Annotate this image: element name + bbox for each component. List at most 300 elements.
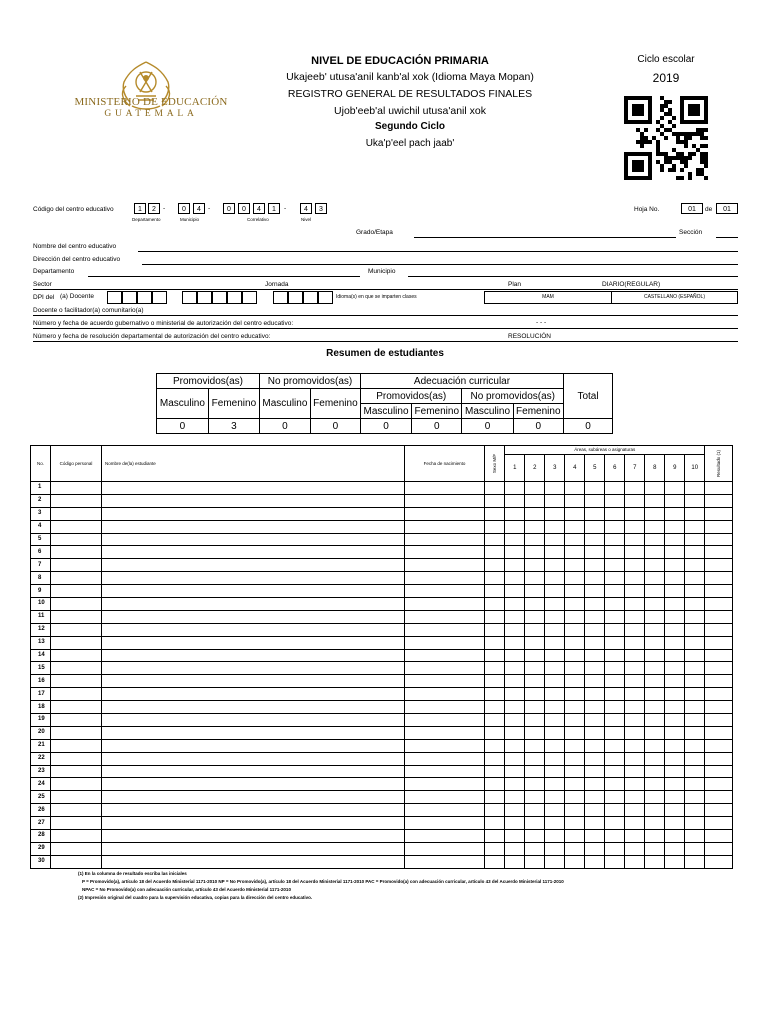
grid-cell[interactable] [585,791,605,804]
grid-cell[interactable] [545,701,565,714]
grid-cell[interactable] [51,559,102,572]
grid-cell[interactable] [545,585,565,598]
grid-cell[interactable] [102,675,405,688]
grid-cell[interactable] [665,572,685,585]
grid-cell[interactable] [665,765,685,778]
grid-cell[interactable] [585,598,605,611]
grid-cell[interactable] [485,494,505,507]
grid-cell[interactable] [102,817,405,830]
grid-cell[interactable] [625,804,645,817]
grid-cell[interactable] [51,520,102,533]
grid-cell[interactable] [645,675,665,688]
grid-cell[interactable] [625,842,645,855]
grid-cell[interactable] [525,855,545,868]
grid-cell[interactable] [685,817,705,830]
grid-cell[interactable] [665,791,685,804]
grid-cell[interactable] [545,855,565,868]
grid-cell[interactable] [665,636,685,649]
grid-cell[interactable] [605,688,625,701]
grid-cell[interactable] [665,817,685,830]
grid-cell[interactable] [645,765,665,778]
grid-cell[interactable] [565,675,585,688]
grid-cell[interactable] [485,739,505,752]
grid-cell[interactable] [665,778,685,791]
grid-cell[interactable] [585,675,605,688]
grid-cell[interactable] [51,546,102,559]
grid-cell[interactable] [51,855,102,868]
grid-cell[interactable] [625,701,645,714]
grid-cell[interactable] [565,520,585,533]
grid-cell[interactable] [625,494,645,507]
grid-cell[interactable] [625,791,645,804]
grid-cell[interactable] [685,482,705,495]
grid-cell[interactable] [405,778,485,791]
grid-cell[interactable] [625,546,645,559]
grid-cell[interactable] [525,533,545,546]
grid-cell[interactable] [545,623,565,636]
grid-cell[interactable] [565,482,585,495]
grid-cell[interactable] [665,507,685,520]
grid-cell[interactable] [665,855,685,868]
grid-cell[interactable] [585,649,605,662]
grid-cell[interactable] [625,623,645,636]
grid-cell[interactable] [585,752,605,765]
grid-cell[interactable] [505,623,525,636]
grid-cell[interactable] [102,636,405,649]
grid-cell[interactable] [605,791,625,804]
grid-cell[interactable] [585,726,605,739]
grid-cell[interactable] [605,649,625,662]
grid-cell[interactable] [525,610,545,623]
grid-cell[interactable] [645,636,665,649]
grid-cell[interactable] [525,623,545,636]
grid-cell[interactable] [645,598,665,611]
grid-cell[interactable] [645,817,665,830]
grid-cell[interactable] [605,726,625,739]
grid-cell[interactable] [625,830,645,843]
grid-cell[interactable] [102,533,405,546]
grid-cell[interactable] [405,559,485,572]
grid-cell[interactable] [485,662,505,675]
grid-cell[interactable] [625,598,645,611]
grid-cell[interactable] [51,636,102,649]
grid-cell[interactable] [102,804,405,817]
grid-cell[interactable] [565,559,585,572]
grid-cell[interactable] [405,507,485,520]
grid-cell[interactable] [705,726,733,739]
grid-cell[interactable] [525,662,545,675]
grid-cell[interactable] [405,623,485,636]
dpi-digit-box[interactable] [137,291,152,304]
grid-cell[interactable] [605,610,625,623]
grid-cell[interactable] [485,842,505,855]
grid-cell[interactable] [545,636,565,649]
grid-cell[interactable] [705,662,733,675]
grid-cell[interactable] [485,636,505,649]
grid-cell[interactable] [545,610,565,623]
grid-cell[interactable] [525,520,545,533]
grid-cell[interactable] [102,688,405,701]
grid-cell[interactable] [565,804,585,817]
grid-cell[interactable] [685,830,705,843]
grid-cell[interactable] [485,623,505,636]
grid-cell[interactable] [565,739,585,752]
grid-cell[interactable] [51,572,102,585]
school-name-field[interactable] [138,251,738,252]
grid-cell[interactable] [645,688,665,701]
grid-cell[interactable] [705,855,733,868]
dpi-digit-box[interactable] [107,291,122,304]
grid-cell[interactable] [505,520,525,533]
grid-cell[interactable] [51,610,102,623]
grid-cell[interactable] [485,507,505,520]
grid-cell[interactable] [685,559,705,572]
grid-cell[interactable] [605,623,625,636]
dpi-digit-box[interactable] [273,291,288,304]
grid-cell[interactable] [705,675,733,688]
grid-cell[interactable] [102,842,405,855]
grid-cell[interactable] [585,765,605,778]
grid-cell[interactable] [565,572,585,585]
grid-cell[interactable] [645,520,665,533]
grid-cell[interactable] [525,585,545,598]
grid-cell[interactable] [102,507,405,520]
grid-cell[interactable] [505,675,525,688]
grid-cell[interactable] [505,572,525,585]
grid-cell[interactable] [685,855,705,868]
grid-cell[interactable] [545,572,565,585]
grid-cell[interactable] [51,842,102,855]
grid-cell[interactable] [705,688,733,701]
grid-cell[interactable] [685,585,705,598]
grid-cell[interactable] [51,778,102,791]
grid-cell[interactable] [605,482,625,495]
grid-cell[interactable] [585,482,605,495]
grid-cell[interactable] [605,494,625,507]
grid-cell[interactable] [625,585,645,598]
grid-cell[interactable] [51,662,102,675]
grid-cell[interactable] [665,482,685,495]
grid-cell[interactable] [705,791,733,804]
grid-cell[interactable] [685,752,705,765]
grid-cell[interactable] [405,791,485,804]
grid-cell[interactable] [665,714,685,727]
grid-cell[interactable] [625,520,645,533]
grid-cell[interactable] [585,855,605,868]
grid-cell[interactable] [485,765,505,778]
grid-cell[interactable] [565,778,585,791]
grid-cell[interactable] [51,765,102,778]
dpi-digit-box[interactable] [122,291,137,304]
grid-cell[interactable] [665,830,685,843]
grid-cell[interactable] [665,842,685,855]
grid-cell[interactable] [605,804,625,817]
grid-cell[interactable] [102,649,405,662]
grid-cell[interactable] [51,804,102,817]
grid-cell[interactable] [51,675,102,688]
grid-cell[interactable] [505,701,525,714]
grid-cell[interactable] [565,546,585,559]
grid-cell[interactable] [605,817,625,830]
grid-cell[interactable] [685,778,705,791]
grid-cell[interactable] [685,598,705,611]
grid-cell[interactable] [605,778,625,791]
grid-cell[interactable] [505,585,525,598]
grid-cell[interactable] [102,572,405,585]
grid-cell[interactable] [705,752,733,765]
sheet-number[interactable]: 01 [681,203,703,214]
grid-cell[interactable] [605,714,625,727]
grid-cell[interactable] [645,507,665,520]
grid-cell[interactable] [405,533,485,546]
grid-cell[interactable] [625,533,645,546]
grid-cell[interactable] [51,688,102,701]
grid-cell[interactable] [405,662,485,675]
grid-cell[interactable] [665,623,685,636]
grid-cell[interactable] [645,830,665,843]
grid-cell[interactable] [505,507,525,520]
grid-cell[interactable] [51,752,102,765]
grid-cell[interactable] [545,842,565,855]
grid-cell[interactable] [685,675,705,688]
grid-cell[interactable] [565,533,585,546]
grid-cell[interactable] [405,739,485,752]
grid-cell[interactable] [51,494,102,507]
grid-cell[interactable] [585,830,605,843]
grid-cell[interactable] [585,572,605,585]
grid-cell[interactable] [605,520,625,533]
grid-cell[interactable] [102,726,405,739]
grid-cell[interactable] [625,662,645,675]
dpi-digit-box[interactable] [212,291,227,304]
grid-cell[interactable] [625,688,645,701]
grid-cell[interactable] [102,520,405,533]
grid-cell[interactable] [102,739,405,752]
grid-cell[interactable] [102,830,405,843]
grid-cell[interactable] [565,598,585,611]
grid-cell[interactable] [405,714,485,727]
grid-cell[interactable] [705,598,733,611]
grid-cell[interactable] [505,714,525,727]
grid-cell[interactable] [585,520,605,533]
grid-cell[interactable] [485,688,505,701]
grid-cell[interactable] [505,778,525,791]
grid-cell[interactable] [485,546,505,559]
grid-cell[interactable] [625,855,645,868]
grid-cell[interactable] [51,817,102,830]
grid-cell[interactable] [505,636,525,649]
grid-cell[interactable] [625,572,645,585]
grid-cell[interactable] [645,752,665,765]
grid-cell[interactable] [625,714,645,727]
grid-cell[interactable] [51,598,102,611]
grid-cell[interactable] [705,714,733,727]
grid-cell[interactable] [665,546,685,559]
grid-cell[interactable] [485,714,505,727]
dpi-digit-box[interactable] [303,291,318,304]
grid-cell[interactable] [605,701,625,714]
grid-cell[interactable] [51,482,102,495]
grid-cell[interactable] [665,585,685,598]
grid-cell[interactable] [625,726,645,739]
grid-cell[interactable] [545,817,565,830]
grid-cell[interactable] [605,765,625,778]
grid-cell[interactable] [625,752,645,765]
grid-cell[interactable] [545,830,565,843]
grid-cell[interactable] [705,804,733,817]
grid-cell[interactable] [645,662,665,675]
grid-cell[interactable] [102,598,405,611]
grid-cell[interactable] [705,507,733,520]
grid-cell[interactable] [505,482,525,495]
grid-cell[interactable] [685,520,705,533]
grid-cell[interactable] [545,546,565,559]
grid-cell[interactable] [405,482,485,495]
grid-cell[interactable] [505,649,525,662]
grid-cell[interactable] [485,726,505,739]
grid-cell[interactable] [605,636,625,649]
grid-cell[interactable] [525,675,545,688]
grid-cell[interactable] [625,739,645,752]
grid-cell[interactable] [525,572,545,585]
grid-cell[interactable] [585,623,605,636]
grid-cell[interactable] [665,662,685,675]
grid-cell[interactable] [565,842,585,855]
grid-cell[interactable] [685,610,705,623]
grid-cell[interactable] [102,494,405,507]
grid-cell[interactable] [545,675,565,688]
grid-cell[interactable] [645,533,665,546]
section-field[interactable] [716,237,738,238]
grid-cell[interactable] [705,482,733,495]
dpi-digit-box[interactable] [182,291,197,304]
grid-cell[interactable] [525,739,545,752]
grid-cell[interactable] [485,752,505,765]
grid-cell[interactable] [102,559,405,572]
grid-cell[interactable] [545,559,565,572]
grid-cell[interactable] [545,649,565,662]
grid-cell[interactable] [405,598,485,611]
grid-cell[interactable] [645,778,665,791]
grid-cell[interactable] [505,804,525,817]
grid-cell[interactable] [102,752,405,765]
grid-cell[interactable] [102,623,405,636]
grid-cell[interactable] [405,804,485,817]
grid-cell[interactable] [525,842,545,855]
grid-cell[interactable] [705,778,733,791]
grid-cell[interactable] [545,778,565,791]
grid-cell[interactable] [51,507,102,520]
grid-cell[interactable] [505,855,525,868]
grid-cell[interactable] [685,701,705,714]
grid-cell[interactable] [685,662,705,675]
grid-cell[interactable] [585,494,605,507]
grid-cell[interactable] [665,533,685,546]
grid-cell[interactable] [685,546,705,559]
grid-cell[interactable] [685,765,705,778]
grid-cell[interactable] [605,598,625,611]
grid-cell[interactable] [705,739,733,752]
grid-cell[interactable] [565,610,585,623]
grid-cell[interactable] [705,494,733,507]
grid-cell[interactable] [525,482,545,495]
grid-cell[interactable] [585,662,605,675]
grid-cell[interactable] [665,701,685,714]
grid-cell[interactable] [705,585,733,598]
grid-cell[interactable] [102,662,405,675]
grid-cell[interactable] [485,701,505,714]
grid-cell[interactable] [585,778,605,791]
grid-cell[interactable] [545,752,565,765]
grid-cell[interactable] [565,714,585,727]
grid-cell[interactable] [605,572,625,585]
grid-cell[interactable] [645,482,665,495]
grid-cell[interactable] [525,649,545,662]
grid-cell[interactable] [405,572,485,585]
grid-cell[interactable] [705,649,733,662]
grid-cell[interactable] [485,649,505,662]
grid-cell[interactable] [605,507,625,520]
dpi-digit-box[interactable] [288,291,303,304]
grid-cell[interactable] [665,559,685,572]
grid-cell[interactable] [525,598,545,611]
grid-cell[interactable] [485,855,505,868]
grid-cell[interactable] [665,494,685,507]
grid-cell[interactable] [485,572,505,585]
grid-cell[interactable] [605,662,625,675]
grid-cell[interactable] [405,765,485,778]
grid-cell[interactable] [665,688,685,701]
grid-cell[interactable] [405,830,485,843]
grid-cell[interactable] [665,520,685,533]
grid-cell[interactable] [525,804,545,817]
grid-cell[interactable] [685,507,705,520]
grid-cell[interactable] [525,830,545,843]
sheet-total[interactable]: 01 [716,203,738,214]
grid-cell[interactable] [645,714,665,727]
grid-cell[interactable] [405,726,485,739]
grid-cell[interactable] [685,791,705,804]
grid-cell[interactable] [585,701,605,714]
grid-cell[interactable] [705,817,733,830]
grid-cell[interactable] [665,610,685,623]
grid-cell[interactable] [102,765,405,778]
grid-cell[interactable] [585,636,605,649]
grid-cell[interactable] [405,494,485,507]
grid-cell[interactable] [545,765,565,778]
grid-cell[interactable] [705,610,733,623]
grid-cell[interactable] [705,533,733,546]
grid-cell[interactable] [685,636,705,649]
grid-cell[interactable] [665,649,685,662]
grid-cell[interactable] [505,726,525,739]
grid-cell[interactable] [625,507,645,520]
grid-cell[interactable] [485,585,505,598]
grid-cell[interactable] [485,610,505,623]
dpi-digit-box[interactable] [152,291,167,304]
grid-cell[interactable] [485,817,505,830]
grid-cell[interactable] [102,778,405,791]
grid-cell[interactable] [665,739,685,752]
grid-cell[interactable] [625,636,645,649]
grid-cell[interactable] [505,610,525,623]
grid-cell[interactable] [102,701,405,714]
grid-cell[interactable] [625,817,645,830]
grid-cell[interactable] [665,752,685,765]
grid-cell[interactable] [525,778,545,791]
grid-cell[interactable] [565,791,585,804]
grid-cell[interactable] [51,623,102,636]
